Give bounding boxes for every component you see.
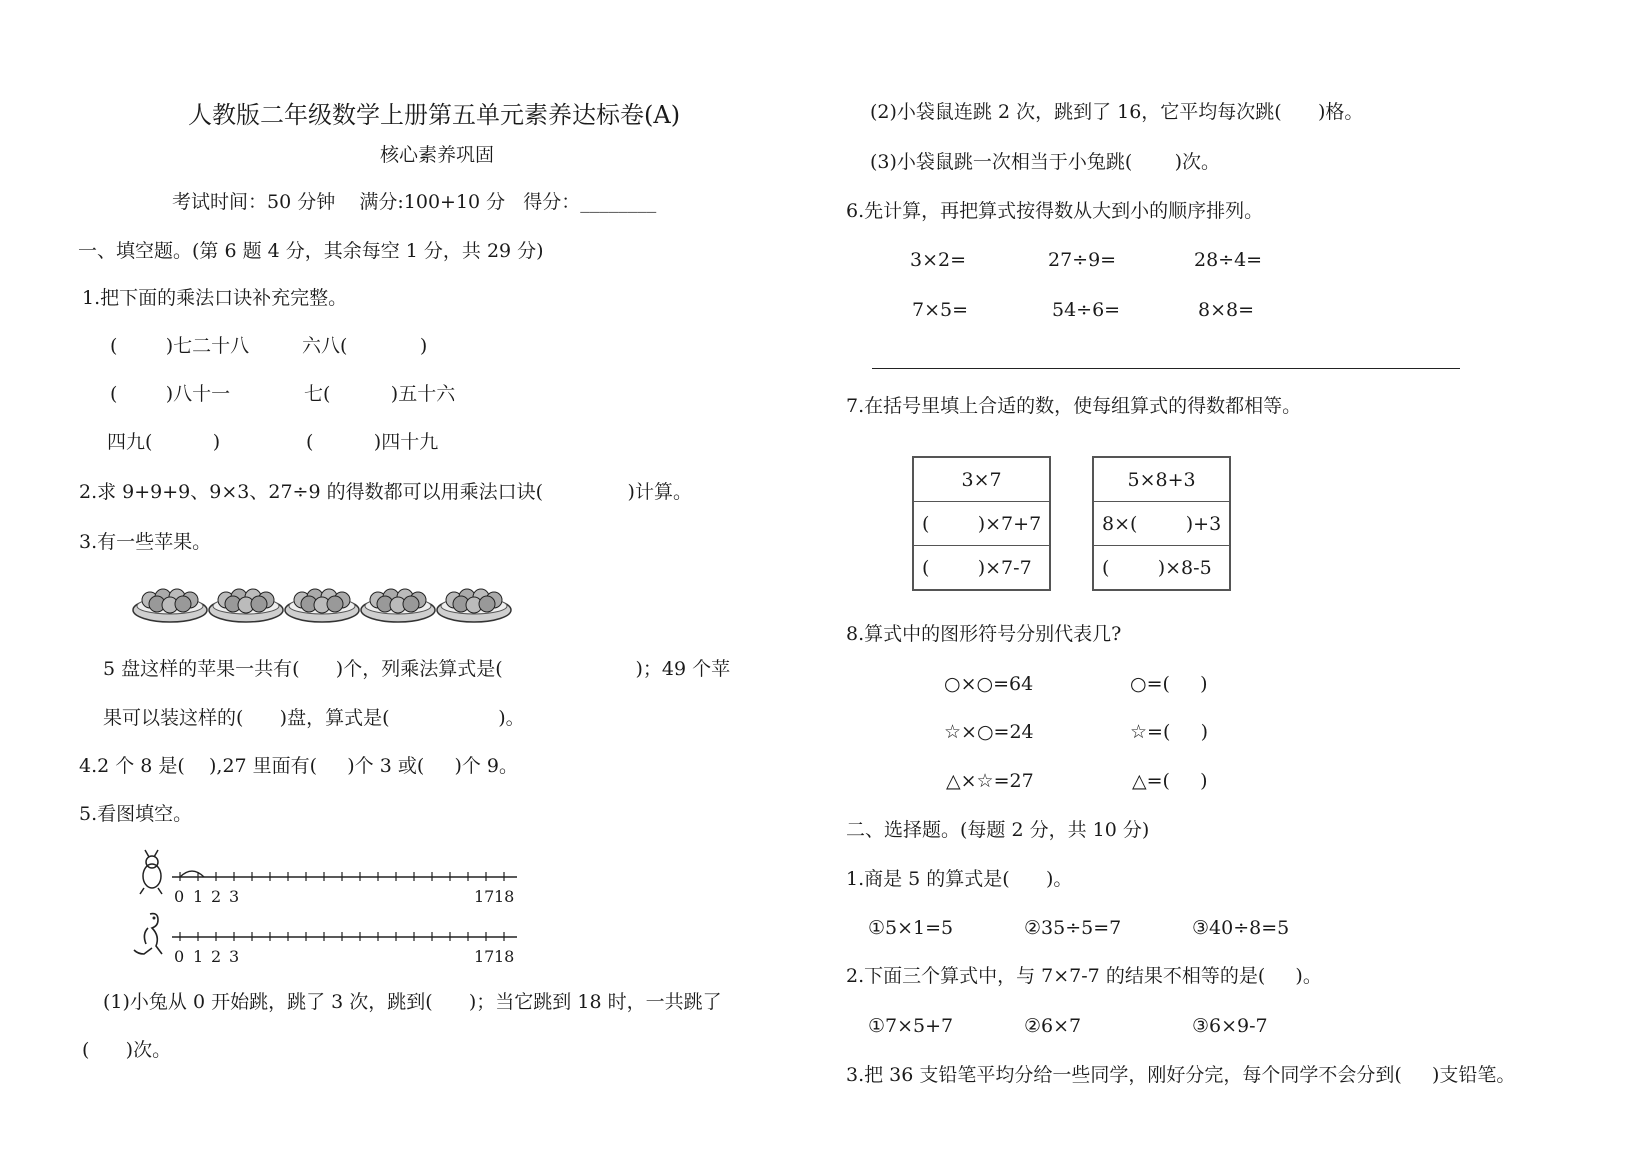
q3-line2: 果可以装这样的( )盘，算式是( )。 (103, 707, 525, 729)
q6-expr-3: 28÷4= (1194, 249, 1263, 271)
s2-q1-option-2: ②35÷5=7 (1024, 917, 1122, 939)
q7-box1-row1: ( )×7+7 (913, 502, 1050, 546)
q7-box1-header: 3×7 (913, 457, 1050, 502)
rabbit-tick-17: 17 (474, 887, 495, 906)
q5-sub1-line1: (1)小兔从 0 开始跳，跳了 3 次，跳到( )；当它跳到 18 时，一共跳了 (103, 991, 722, 1013)
q6-answer-line (872, 368, 1460, 369)
q5-sub2: (2)小袋鼠连跳 2 次，跳到了 16，它平均每次跳( )格。 (870, 101, 1364, 123)
q3-text: 3.有一些苹果。 (79, 531, 212, 553)
q8-ans-3: △=( ) (1132, 770, 1208, 792)
q7-box1-row2: ( )×7-7 (913, 546, 1050, 591)
rabbit-tick-3: 3 (229, 887, 240, 906)
q4-text: 4.2 个 8 是( ),27 里面有( )个 3 或( )个 9。 (79, 755, 519, 777)
q6-text: 6.先计算，再把算式按得数从大到小的顺序排列。 (846, 200, 1264, 222)
page-subtitle: 核心素养巩固 (380, 144, 495, 166)
q2-text: 2.求 9+9+9、9×3、27÷9 的得数都可以用乘法口诀( )计算。 (79, 481, 692, 503)
q7-box2-row2: ( )×8-5 (1093, 546, 1230, 591)
kangaroo-icon (128, 910, 168, 958)
s2-q1-option-3: ③40÷8=5 (1192, 917, 1290, 939)
q6-expr-5: 54÷6= (1052, 299, 1121, 321)
q8-eq-3: △×☆=27 (946, 770, 1034, 792)
q7-box2-row1: 8×( )+3 (1093, 502, 1230, 546)
rabbit-tick-1: 1 (193, 887, 204, 906)
kangaroo-tick-0: 0 (174, 947, 185, 966)
s2-q2-option-2: ②6×7 (1024, 1015, 1082, 1037)
q1-blank-4: 七( )五十六 (304, 383, 456, 405)
section1-heading: 一、填空题。(第 6 题 4 分，其余每空 1 分，共 29 分) (78, 240, 544, 262)
kangaroo-tick-3: 3 (229, 947, 240, 966)
s2-q1-option-1: ①5×1=5 (868, 917, 954, 939)
s2-q3-text: 3.把 36 支铅笔平均分给一些同学，刚好分完，每个同学不会分到( )支铅笔。 (846, 1064, 1516, 1086)
kangaroo-number-line (172, 927, 517, 947)
rabbit-number-line (172, 867, 517, 887)
q5-sub1-line2: ( )次。 (82, 1039, 172, 1061)
q1-blank-3: ( )八十一 (110, 383, 231, 405)
q7-box2-header: 5×8+3 (1093, 457, 1230, 502)
q5-text: 5.看图填空。 (79, 803, 193, 825)
q7-box-2 (1092, 456, 1231, 591)
q8-eq-2: ☆×○=24 (944, 721, 1034, 743)
rabbit-tick-2: 2 (211, 887, 222, 906)
rabbit-tick-18: 18 (494, 887, 515, 906)
s2-q2-option-1: ①7×5+7 (868, 1015, 954, 1037)
kangaroo-tick-17: 17 (474, 947, 495, 966)
q1-blank-5: 四九( ) (107, 431, 221, 453)
q6-expr-4: 7×5= (912, 299, 969, 321)
s2-q1-text: 1.商是 5 的算式是( )。 (846, 868, 1073, 890)
q1-blank-6: ( )四十九 (306, 431, 439, 453)
kangaroo-tick-18: 18 (494, 947, 515, 966)
q6-expr-2: 27÷9= (1048, 249, 1117, 271)
q8-ans-1: ○=( ) (1130, 673, 1208, 695)
q8-text: 8.算式中的图形符号分别代表几? (846, 623, 1122, 645)
kangaroo-tick-1: 1 (193, 947, 204, 966)
q7-box-1 (912, 456, 1051, 591)
s2-q2-option-3: ③6×9-7 (1192, 1015, 1268, 1037)
rabbit-icon (130, 850, 166, 898)
q1-text: 1.把下面的乘法口诀补充完整。 (82, 287, 348, 309)
section2-heading: 二、选择题。(每题 2 分，共 10 分) (846, 819, 1150, 841)
q1-blank-2: 六八( ) (302, 335, 428, 357)
exam-info: 考试时间：50 分钟 满分:100+10 分 得分：________ (172, 191, 657, 213)
q6-expr-6: 8×8= (1198, 299, 1255, 321)
q5-sub3: (3)小袋鼠跳一次相当于小兔跳( )次。 (870, 151, 1221, 173)
apple-plates-image (132, 580, 512, 628)
rabbit-tick-0: 0 (174, 887, 185, 906)
kangaroo-tick-2: 2 (211, 947, 222, 966)
page-title: 人教版二年级数学上册第五单元素养达标卷(A) (188, 101, 681, 129)
q6-expr-1: 3×2= (910, 249, 967, 271)
q3-line1: 5 盘这样的苹果一共有( )个，列乘法算式是( )；49 个苹 (103, 658, 731, 680)
q8-eq-1: ○×○=64 (944, 673, 1034, 695)
s2-q2-text: 2.下面三个算式中，与 7×7-7 的结果不相等的是( )。 (846, 965, 1322, 987)
q1-blank-1: ( )七二十八 (110, 335, 250, 357)
q7-text: 7.在括号里填上合适的数，使每组算式的得数都相等。 (846, 395, 1302, 417)
q8-ans-2: ☆=( ) (1130, 721, 1208, 743)
